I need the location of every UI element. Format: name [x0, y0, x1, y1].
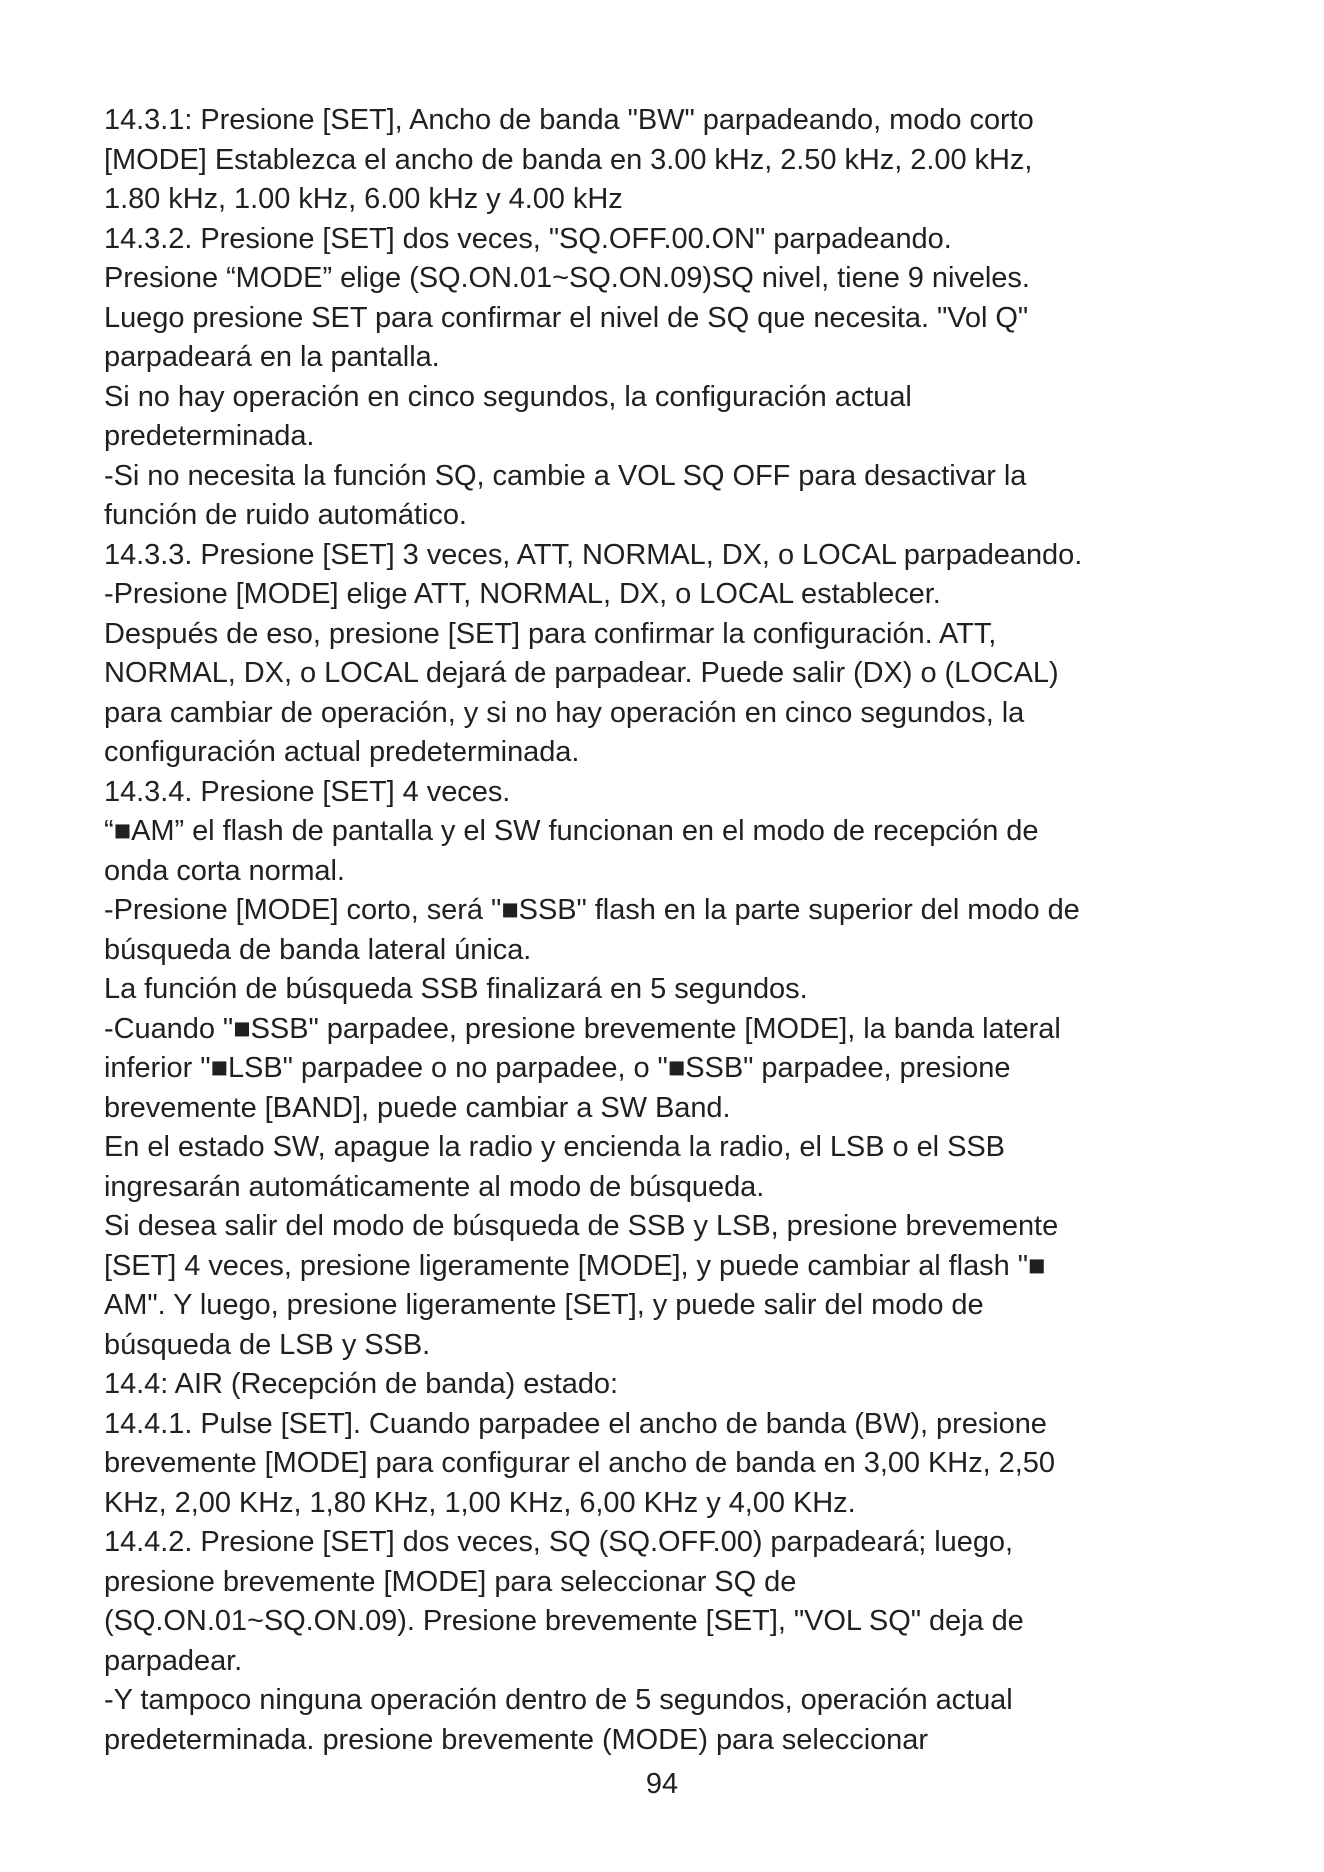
text-line: Luego presione SET para confirmar el nivel de SQ que necesita. "Vol Q" — [104, 301, 1029, 334]
text-line: brevemente [BAND], puede cambiar a SW Band. — [104, 1091, 731, 1124]
text-line: 14.3.4. Presione [SET] 4 veces. — [104, 775, 511, 808]
text-line: inferior "■LSB" parpadee o no parpadee, o "■SSB" parpadee, presione — [104, 1052, 1011, 1084]
manual-page-body — [104, 101, 1304, 1760]
text-line: -Si no necesita la función SQ, cambie a VOL SQ OFF para desactivar la — [104, 459, 1027, 492]
text-line: -Cuando "■SSB" parpadee, presione brevemente [MODE], la banda lateral — [104, 1012, 1061, 1045]
text-line: configuración actual predeterminada. — [104, 736, 580, 768]
page-number-text: 94 — [645, 1768, 679, 1800]
text-line: (SQ.ON.01~SQ.ON.09). Presione brevemente [SET], "VOL SQ" deja de — [104, 1605, 1024, 1637]
text-line: Si no hay operación en cinco segundos, la configuración actual — [104, 380, 912, 413]
text-line: función de ruido automático. — [104, 499, 467, 531]
text-line: [MODE] Establezca el ancho de banda en 3.00 kHz, 2.50 kHz, 2.00 kHz, — [104, 143, 1033, 176]
text-line: Después de eso, presione [SET] para confirmar la configuración. ATT, — [104, 617, 997, 650]
text-line: KHz, 2,00 KHz, 1,80 KHz, 1,00 KHz, 6,00 KHz y 4,00 KHz. — [104, 1486, 856, 1519]
text-line: 14.3.1: Presione [SET], Ancho de banda "BW" parpadeando, modo corto — [104, 104, 1034, 136]
text-line: parpadeará en la pantalla. — [104, 341, 440, 373]
text-line: -Presione [MODE] elige ATT, NORMAL, DX, o LOCAL establecer. — [104, 578, 941, 610]
page-number — [0, 1765, 1324, 1804]
text-line: AM". Y luego, presione ligeramente [SET], y puede salir del modo de — [104, 1289, 984, 1321]
text-line: En el estado SW, apague la radio y encienda la radio, el LSB o el SSB — [104, 1131, 1005, 1163]
text-line: “■AM” el flash de pantalla y el SW funcionan en el modo de recepción de — [104, 815, 1039, 847]
text-line: [SET] 4 veces, presione ligeramente [MODE], y puede cambiar al flash "■ — [104, 1249, 1046, 1282]
text-line: búsqueda de LSB y SSB. — [104, 1328, 431, 1361]
text-line: 14.3.3. Presione [SET] 3 veces, ATT, NORMAL, DX, o LOCAL parpadeando. — [104, 538, 1083, 571]
text-line: parpadear. — [104, 1644, 243, 1677]
text-line: 14.4: AIR (Recepción de banda) estado: — [104, 1368, 618, 1400]
text-line: NORMAL, DX, o LOCAL dejará de parpadear. Puede salir (DX) o (LOCAL) — [104, 657, 1059, 689]
text-line: brevemente [MODE] para configurar el ancho de banda en 3,00 KHz, 2,50 — [104, 1447, 1055, 1479]
text-line: Presione “MODE” elige (SQ.ON.01~SQ.ON.09)SQ nivel, tiene 9 niveles. — [104, 262, 1030, 294]
text-line: 14.3.2. Presione [SET] dos veces, "SQ.OFF.00.ON" parpadeando. — [104, 222, 952, 255]
text-line: 14.4.2. Presione [SET] dos veces, SQ (SQ.OFF.00) parpadeará; luego, — [104, 1526, 1014, 1558]
text-line: Si desea salir del modo de búsqueda de SSB y LSB, presione brevemente — [104, 1210, 1059, 1242]
text-line: búsqueda de banda lateral única. — [104, 933, 532, 966]
text-line: para cambiar de operación, y si no hay operación en cinco segundos, la — [104, 696, 1025, 729]
text-line: 1.80 kHz, 1.00 kHz, 6.00 kHz y 4.00 kHz — [104, 183, 623, 215]
text-line: predeterminada. — [104, 420, 315, 452]
text-line: onda corta normal. — [104, 854, 345, 887]
text-line: presione brevemente [MODE] para seleccionar SQ de — [104, 1565, 797, 1598]
text-line: ingresarán automáticamente al modo de búsqueda. — [104, 1170, 765, 1203]
text-line: -Presione [MODE] corto, será "■SSB" flash en la parte superior del modo de — [104, 894, 1080, 926]
text-line: predeterminada. presione brevemente (MODE) para seleccionar — [104, 1723, 928, 1756]
text-line: -Y tampoco ninguna operación dentro de 5 segundos, operación actual — [104, 1684, 1013, 1716]
text-line: La función de búsqueda SSB finalizará en 5 segundos. — [104, 973, 808, 1005]
text-line: 14.4.1. Pulse [SET]. Cuando parpadee el ancho de banda (BW), presione — [104, 1407, 1047, 1440]
